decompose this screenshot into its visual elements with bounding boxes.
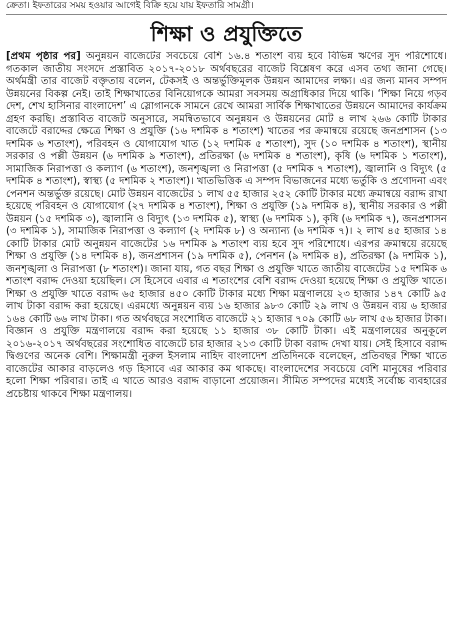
previous-article-fragment: ক্রেতা। ইফতারের সময় হওয়ার আগেই বিক্রি হয়ে যায় ইফতারি সামগ্রী। <box>6 0 447 15</box>
continuation-label: [প্রথম পৃষ্ঠার পর] <box>6 51 81 62</box>
article-headline: শিক্ষা ও প্রযুক্তিতে <box>150 22 303 46</box>
article-body <box>6 51 447 607</box>
article-body-text: অনুন্নয়ন বাজেটের সবচেয়ে বেশি ১৬.৪ শতাংশ ব্যয় হবে বিভিন্ন ঋণের সুদ পরিশোধে। গতকাল জাতীয় সংসদে প্রস্তাবিত ২০১৭-২০১৮ অর্থবছরের বাজেট বিশ্লেষণ করে এসব তথ্য জানা গেছে। অর্থমন্ত্রী তার বাজেট বক্তৃতায় বলেন, টেকসই ও অন্তর্ভুক্তিমূলক উন্নয়ন আমাদের লক্ষ্য। এর জন্য মানব সম্পদ উন্নয়নের বিকল্প নেই। তাই শিক্ষাখাতের বিনিয়োগকে আমরা সবসময় অগ্রাধিকার দিয়ে থাকি। ‘শিক্ষা নিয়ে গড়ব দেশ, শেখ হাসিনার বাংলাদেশ’ এ স্লোগানকে সামনে রেখে আমরা সার্বিক শিক্ষাখাতের উন্নয়নে আমাদের কার্যক্রম গ্রহণ করছি। প্রস্তাবিত বাজেট অনুসারে, সমন্বিতভাবে অনুন্নয়ন ও উন্নয়নের মোট ৪ লাখ ২৬৬ কোটি টাকার বাজেটে বরাদ্দের ক্ষেত্রে শিক্ষা ও প্রযুক্তি (১৬ দশমিক ৪ শতাংশ) খাতের পর ক্রমান্বয়ে রয়েছে জনপ্রশাসন (১৩ দশমিক ৬ শতাংশ), পরিবহন ও যোগাযোগ খাত (১২ দশমিক ৫ শতাংশ), সুদ (১০ দশমিক ৪ শতাংশ), স্থানীয় সরকার ও পল্লী উন্নয়ন (৬ দশমিক ৯ শতাংশ), প্রতিরক্ষা (৬ দশমিক ৪ শতাংশ), কৃষি (৬ দশমিক ১ শতাংশ), সামাজিক নিরাপত্তা ও কল্যাণ (৬ শতাংশ), জনশৃঙ্খলা ও নিরাপত্তা (৫ দশমিক ৭ শতাংশ), জ্বালানি ও বিদ্যুৎ (৫ দশমিক ৪ শতাংশ), স্বাস্থ্য (৫ দশমিক ২ শতাংশ)। খাতভিত্তিক এ সম্পদ বিভাজনের মধ্যে ভর্তুকি ও প্রণোদনা এবং পেনশন অন্তর্ভুক্ত রয়েছে। মোট উন্নয়ন বাজেটের ১ লাখ ৫৫ হাজার ২৫২ কোটি টাকার মধ্যে ক্রমান্বয়ে বরাদ্দ রাখা হয়েছে পরিবহন ও যোগাযোগ (২৭ দশমিক ৪ শতাংশ), শিক্ষা ও প্রযুক্তি (১৯ দশমিক ৪), স্থানীয় সরকার ও পল্লী উন্নয়ন (১৫ দশমিক ৩), জ্বালানি ও বিদ্যুৎ (১৩ দশমিক ৫), স্বাস্থ্য (৬ দশমিক ১), কৃষি (৬ দশমিক ৭), জনপ্রশাসন (৩ দশমিক ১), সামাজিক নিরাপত্তা ও কল্যাণ (২ দশমিক ৮) ও অন্যান্য (৬ দশমিক ৭)। ২ লাখ ৪৫ হাজার ১৪ কোটি টাকার মোট অনুন্নয়ন বাজেটের ১৬ দশমিক ৯ শতাংশ ব্যয় হবে সুদ পরিশোধে। এরপর ক্রমান্বয়ে রয়েছে শিক্ষা ও প্রযুক্তি (১৪ দশমিক ৪), জনপ্রশাসন (১৯ দশমিক ৫), পেনশন (৯ দশমিক ৪), প্রতিরক্ষা (৯ দশমিক ১), জনশৃঙ্খলা ও নিরাপত্তা (৮ শতাংশ)। জানা যায়, গত বছর শিক্ষা ও প্রযুক্তি খাতে জাতীয় বাজেটের ১৫ দশমিক ৬ শতাংশ বরাদ্দ দেওয়া হয়েছিল। সে হিসেবে এবার এ শতাংশের বেশি বরাদ্দ দেওয়া হয়েছে শিক্ষা ও প্রযুক্তি খাতে। শিক্ষা ও প্রযুক্তি খাতে বরাদ্দ ৬৫ হাজার ৪৫০ কোটি টাকার মধ্যে শিক্ষা মন্ত্রণালয়ে ২৩ হাজার ১৪৭ কোটি ৯৫ লাখ টাকা বরাদ্দ করা হয়েছে। এরমধ্যে অনুন্নয়ন ব্যয় ১৬ হাজার ৯৮৩ কোটি ২৯ লাখ ও উন্নয়ন ব্যয় ৬ হাজার ১৬৪ কোটি ৬৬ লাখ টাকা। গত অর্থবছরে সংশোধিত বাজেটে ২১ হাজার ৭০৯ কোটি ৬৮ লাখ ৫৬ হাজার টাকা। বিজ্ঞান ও প্রযুক্তি মন্ত্রণালয়ে বরাদ্দ করা হয়েছে ১১ হাজার ৩৮ কোটি টাকা। এই মন্ত্রণালয়ের অনুকূলে ২০১৬-২০১৭ অর্থবছরের সংশোধিত বাজেটে চার হাজার ২১৩ কোটি টাকা বরাদ্দ দেখা যায়। সেই হিসাবে বরাদ্দ দ্বিগুণের অনেক বেশি। শিক্ষামন্ত্রী নুরুল ইসলাম নাহিদ বাংলাদেশ প্রতিদিনকে বলেছেন, প্রতিবছর শিক্ষা খাতে বাজেটের আকার বাড়লেও গড় হিসাবে এর আকার কম থাকছে। বাংলাদেশের সবচেয়ে বেশি মানুষের পরিবার হলো শিক্ষা পরিবার। তাই এ খাতে আরও বরাদ্দ বাড়ানো প্রয়োজন। সীমিত সম্পদের মধ্যেই সর্বোচ্চ ব্যবহারের প্রচেষ্টায় থাকবে শিক্ষা মন্ত্রণালয়। <box>6 51 447 400</box>
